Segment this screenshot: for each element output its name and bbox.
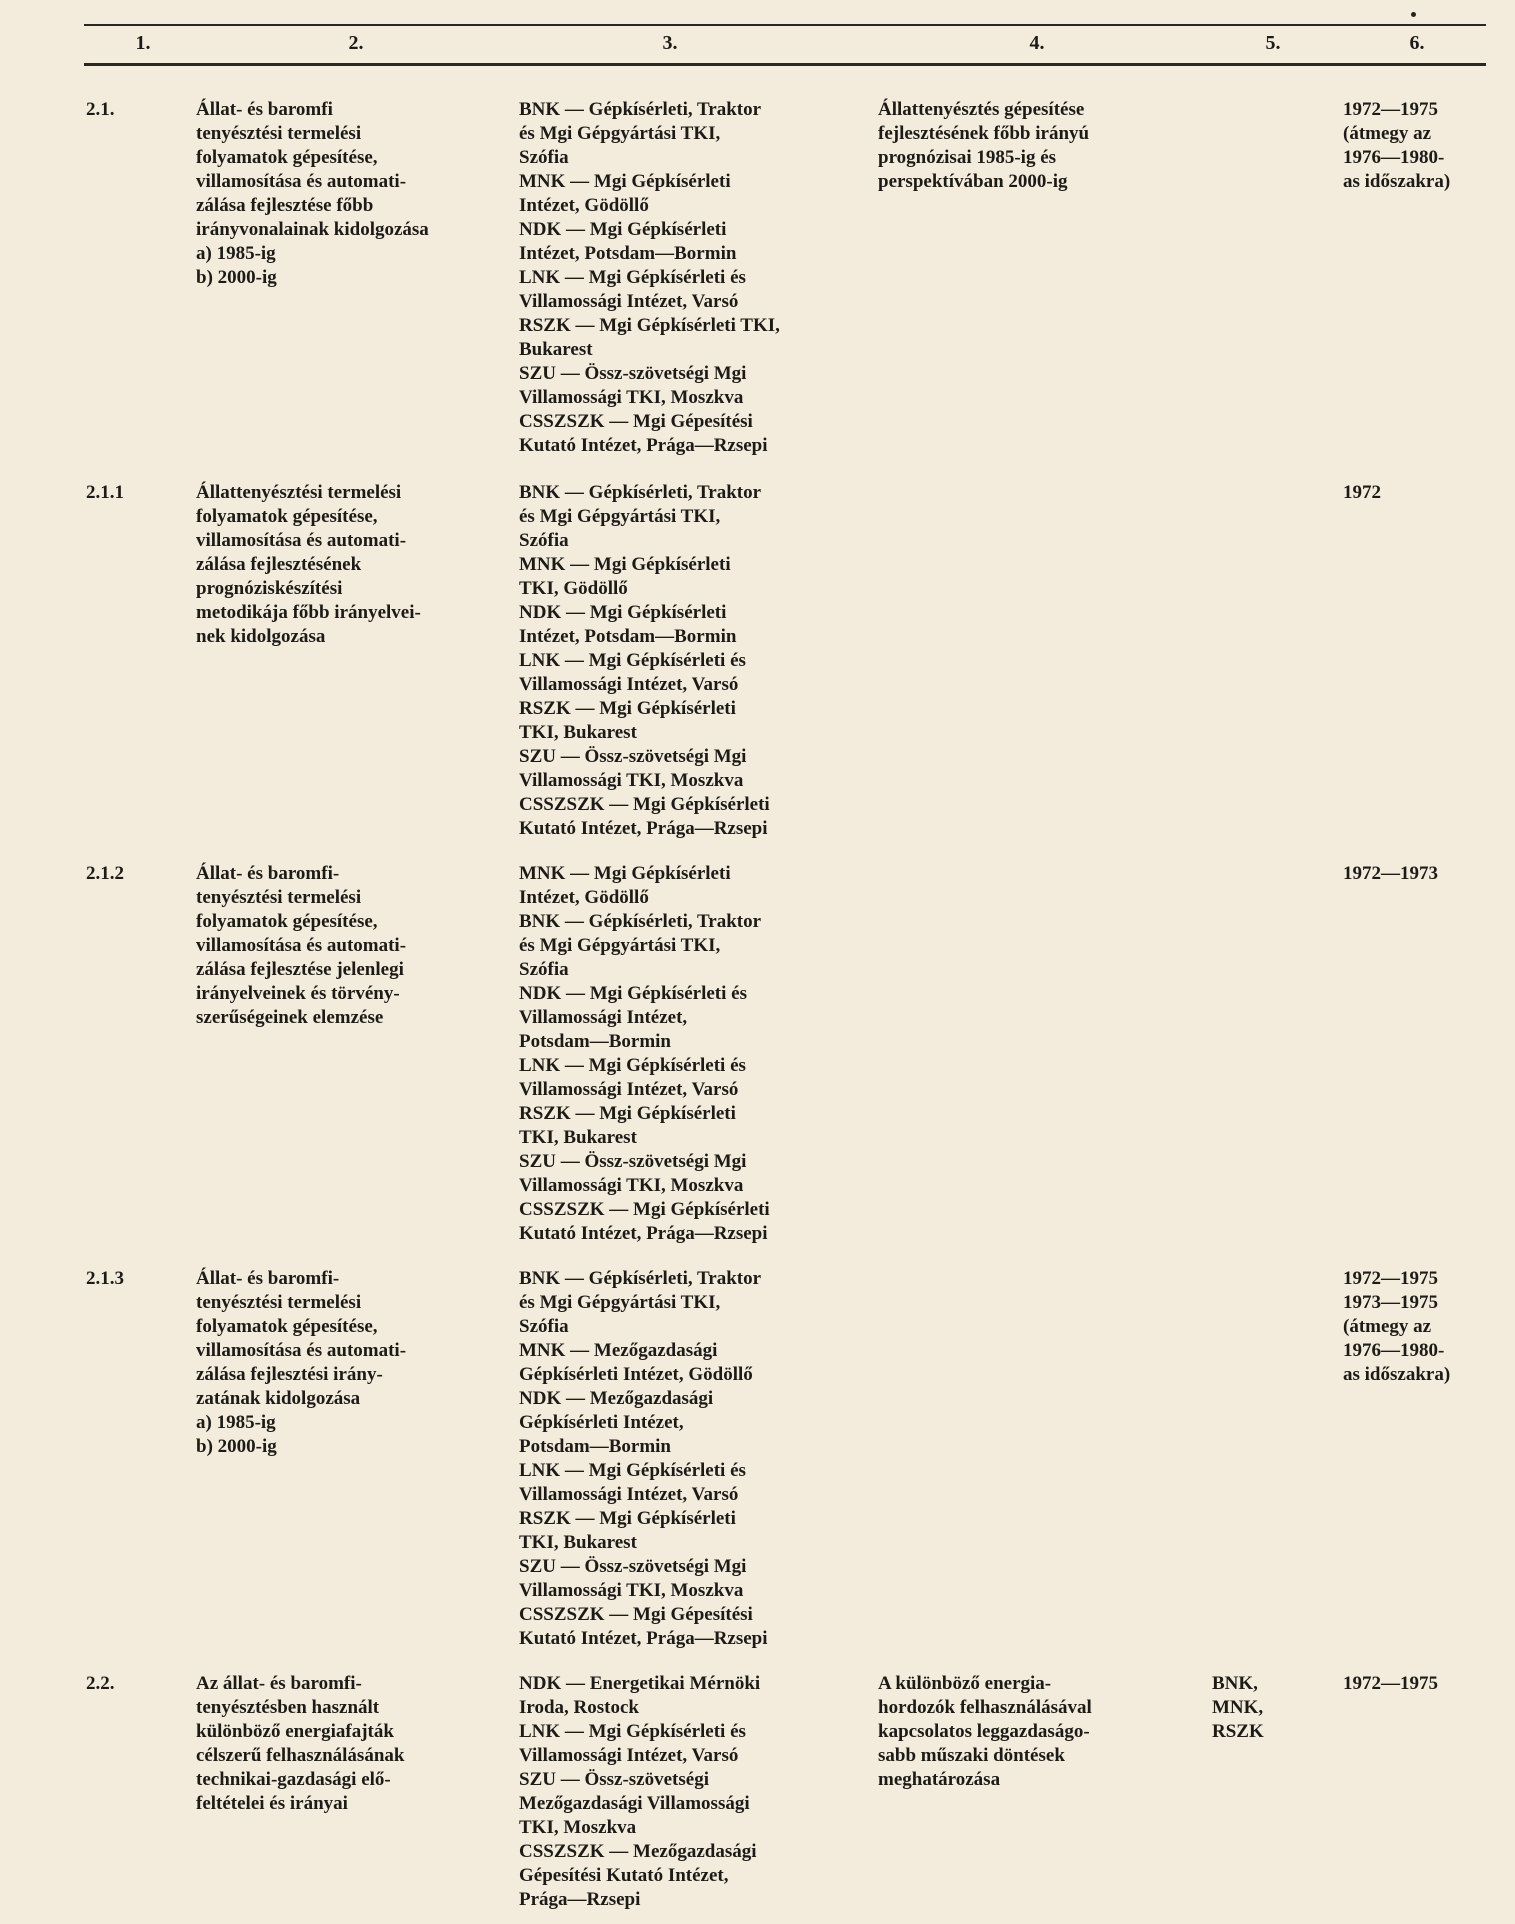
- row-years: 1972—1973: [1343, 863, 1438, 884]
- column-header-1: 1.: [135, 32, 151, 54]
- column-header-3: 3.: [662, 32, 678, 54]
- row-number: 2.1.2: [86, 863, 124, 884]
- row-years: 1972—1975 1973—1975 (átmegy az 1976—1980- as időszakra): [1343, 1268, 1451, 1385]
- row-institutions: MNK — Mgi Gépkísérleti Intézet, Gödöllő BNK — Gépkísérleti, Traktor és Mgi Gépgyártási TKI, Szófia NDK — Mgi Gépkísérleti és Villamossági Intézet, Potsdam—Bormin LNK — Mgi Gépkísérleti és Villamossági Intézet, Varsó RSZK — Mgi Gépkísérleti TKI, Bukarest SZU — Össz-szövetségi Mgi Villamossági TKI, Moszkva CSSZSZK — Mgi Gépkísérleti Kutató Intézet, Prága—Rzsepi: [519, 863, 770, 1244]
- row-number: 2.1.: [86, 99, 115, 120]
- row-number: 2.2.: [86, 1673, 115, 1694]
- row-result: A különböző energia- hordozók felhasználásával kapcsolatos leggazdaságo- sabb műszaki döntések meghatározása: [878, 1673, 1092, 1790]
- row-topic: Állattenyésztési termelési folyamatok gépesítése, villamosítása és automati- zálása fejlesztésének prognóziskészítési metodikája főbb irányelvei- nek kidolgozása: [196, 482, 421, 647]
- column-header-2: 2.: [348, 32, 364, 54]
- row-topic: Állat- és baromfi tenyésztési termelési folyamatok gépesítése, villamosítása és automati- zálása fejlesztése főbb irányvonalainak kidolgozása a) 1985-ig b) 2000-ig: [196, 99, 429, 288]
- row-institutions: NDK — Energetikai Mérnöki Iroda, Rostock LNK — Mgi Gépkísérleti és Villamossági Intézet, Varsó SZU — Össz-szövetségi Mezőgazdasági Villamossági TKI, Moszkva CSSZSZK — Mezőgazdasági Gépesítési Kutató Intézet, Prága—Rzsepi: [519, 1673, 761, 1910]
- row-institutions: BNK — Gépkísérleti, Traktor és Mgi Gépgyártási TKI, Szófia MNK — Mezőgazdasági Gépkísérleti Intézet, Gödöllő NDK — Mezőgazdasági Gépkísérleti Intézet, Potsdam—Bormin LNK — Mgi Gépkísérleti és Villamossági Intézet, Varsó RSZK — Mgi Gépkísérleti TKI, Bukarest SZU — Össz-szövetségi Mgi Villamossági TKI, Moszkva CSSZSZK — Mgi Gépesítési Kutató Intézet, Prága—Rzsepi: [519, 1268, 768, 1649]
- row-topic: Az állat- és baromfi- tenyésztésben használt különböző energiafajták célszerű felhasználásának technikai-gazdasági elő- feltételei és irányai: [196, 1673, 405, 1814]
- row-number: 2.1.3: [86, 1268, 124, 1289]
- row-result: Állattenyésztés gépesítése fejlesztésének főbb irányú prognózisai 1985-ig és perspektívában 2000-ig: [878, 99, 1090, 192]
- row-topic: Állat- és baromfi- tenyésztési termelési folyamatok gépesítése, villamosítása és automati- zálása fejlesztési irány- zatának kidolgozása a) 1985-ig b) 2000-ig: [196, 1268, 407, 1457]
- row-institutions: BNK — Gépkísérleti, Traktor és Mgi Gépgyártási TKI, Szófia MNK — Mgi Gépkísérleti TKI, Gödöllő NDK — Mgi Gépkísérleti Intézet, Potsdam—Bormin LNK — Mgi Gépkísérleti és Villamossági Intézet, Varsó RSZK — Mgi Gépkísérleti TKI, Bukarest SZU — Össz-szövetségi Mgi Villamossági TKI, Moszkva CSSZSZK — Mgi Gépkísérleti Kutató Intézet, Prága—Rzsepi: [519, 482, 770, 839]
- row-years: 1972—1975 (átmegy az 1976—1980- as időszakra): [1343, 99, 1451, 192]
- row-number: 2.1.1: [86, 482, 124, 503]
- row-topic: Állat- és baromfi- tenyésztési termelési folyamatok gépesítése, villamosítása és automati- zálása fejlesztése jelenlegi irányelveinek és törvény- szerűségeinek elemzése: [196, 863, 407, 1028]
- row-participants: BNK, MNK, RSZK: [1212, 1673, 1264, 1742]
- column-header-4: 4.: [1029, 32, 1045, 54]
- column-header-6: 6.: [1409, 32, 1425, 54]
- column-header-5: 5.: [1265, 32, 1281, 54]
- row-years: 1972—1975: [1343, 1673, 1438, 1694]
- row-years: 1972: [1343, 482, 1381, 503]
- row-institutions: BNK — Gépkísérleti, Traktor és Mgi Gépgyártási TKI, Szófia MNK — Mgi Gépkísérleti Intézet, Gödöllő NDK — Mgi Gépkísérleti Intézet, Potsdam—Bormin LNK — Mgi Gépkísérleti és Villamossági Intézet, Varsó RSZK — Mgi Gépkísérleti TKI, Bukarest SZU — Össz-szövetségi Mgi Villamossági TKI, Moszkva CSSZSZK — Mgi Gépesítési Kutató Intézet, Prága—Rzsepi: [519, 99, 780, 456]
